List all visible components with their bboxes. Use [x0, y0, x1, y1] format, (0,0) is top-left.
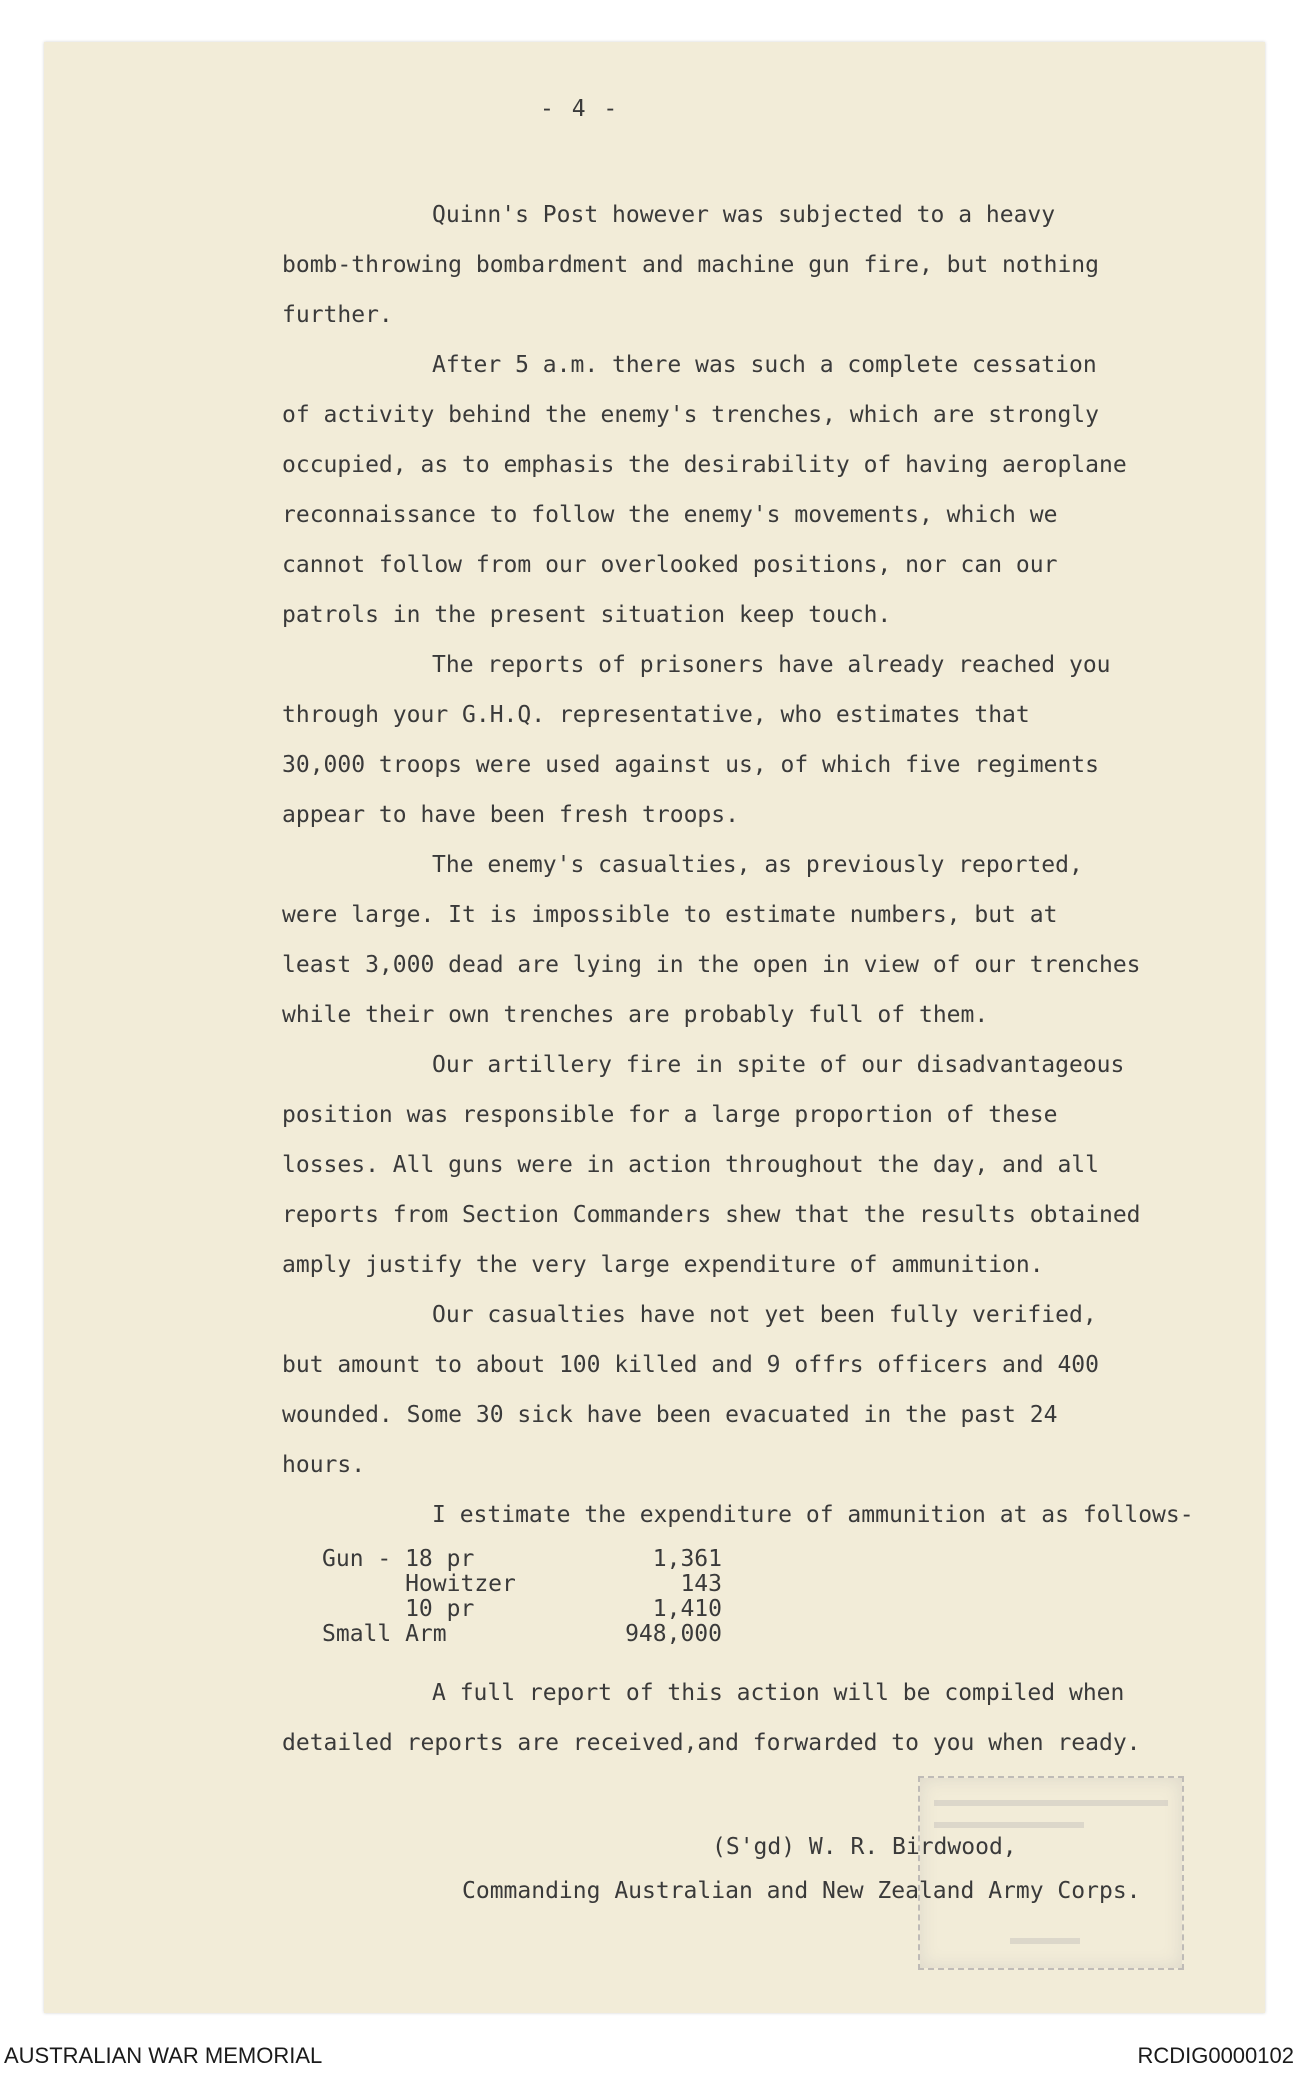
ammunition-row [322, 1572, 722, 1597]
body-line: The reports of prisoners have already reached you [432, 652, 1111, 678]
body-line: The enemy's casualties, as previously reported, [432, 852, 1083, 878]
body-line: A full report of this action will be compiled when [432, 1680, 1125, 1706]
body-line: Quinn's Post however was subjected to a heavy [432, 202, 1056, 228]
ammunition-amount: 948,000 [625, 1621, 722, 1647]
archive-credit: AUSTRALIAN WAR MEMORIAL [4, 2043, 323, 2068]
body-line: losses. All guns were in action throughout the day, and all [282, 1152, 1099, 1178]
body-line: while their own trenches are probably full of them. [282, 1002, 989, 1028]
body-line: hours. [282, 1452, 366, 1478]
body-line: Our artillery fire in spite of our disadvantageous [432, 1052, 1125, 1078]
body-line: appear to have been fresh troops. [282, 802, 739, 828]
signature-name: (S'gd) W. R. Birdwood, [712, 1834, 1017, 1860]
ammunition-type: 10 pr [322, 1596, 475, 1622]
body-line: occupied, as to emphasis the desirability of having aeroplane [282, 452, 1127, 478]
ammunition-row [322, 1597, 722, 1622]
stamp-bar [1010, 1938, 1080, 1944]
body-line: patrols in the present situation keep touch. [282, 602, 892, 628]
ammunition-amount: 143 [680, 1571, 722, 1597]
ammunition-type: Gun - 18 pr [322, 1546, 475, 1572]
closing-paragraph [282, 1668, 1282, 1768]
archive-reference: RCDIG0000102 [1137, 2043, 1294, 2068]
body-line: of activity behind the enemy's trenches, which are strongly [282, 402, 1099, 428]
ammunition-type: Howitzer [322, 1571, 516, 1597]
ammunition-type: Small Arm [322, 1621, 447, 1647]
body-line: 30,000 troops were used against us, of which five regiments [282, 752, 1099, 778]
body-line: cannot follow from our overlooked positions, nor can our [282, 552, 1058, 578]
ammunition-row [322, 1547, 722, 1572]
page-number: - 4 - [540, 96, 620, 122]
body-line: After 5 a.m. there was such a complete cessation [432, 352, 1097, 378]
body-line: position was responsible for a large proportion of these [282, 1102, 1058, 1128]
body-line: through your G.H.Q. representative, who estimates that [282, 702, 1030, 728]
body-line: reports from Section Commanders shew that the results obtained [282, 1202, 1141, 1228]
letter-body [282, 190, 1282, 1540]
stamp-bar [934, 1800, 1168, 1806]
ammunition-row [322, 1622, 722, 1647]
body-line: detailed reports are received,and forwarded to you when ready. [282, 1730, 1141, 1756]
body-line: but amount to about 100 killed and 9 offrs officers and 400 [282, 1352, 1099, 1378]
body-line: I estimate the expenditure of ammunition at as follows- [432, 1502, 1194, 1528]
ammunition-amount: 1,361 [652, 1546, 722, 1572]
ammunition-table [322, 1547, 722, 1647]
signature-title: Commanding Australian and New Zealand Army Corps. [462, 1878, 1141, 1904]
body-line: Our casualties have not yet been fully verified, [432, 1302, 1097, 1328]
body-line: reconnaissance to follow the enemy's movements, which we [282, 502, 1058, 528]
body-line: further. [282, 302, 393, 328]
body-line: wounded. Some 30 sick have been evacuated in the past 24 [282, 1402, 1058, 1428]
body-line: amply justify the very large expenditure of ammunition. [282, 1252, 1044, 1278]
body-line: least 3,000 dead are lying in the open in view of our trenches [282, 952, 1141, 978]
ammunition-amount: 1,410 [652, 1596, 722, 1622]
body-line: were large. It is impossible to estimate numbers, but at [282, 902, 1058, 928]
body-line: bomb-throwing bombardment and machine gun fire, but nothing [282, 252, 1099, 278]
